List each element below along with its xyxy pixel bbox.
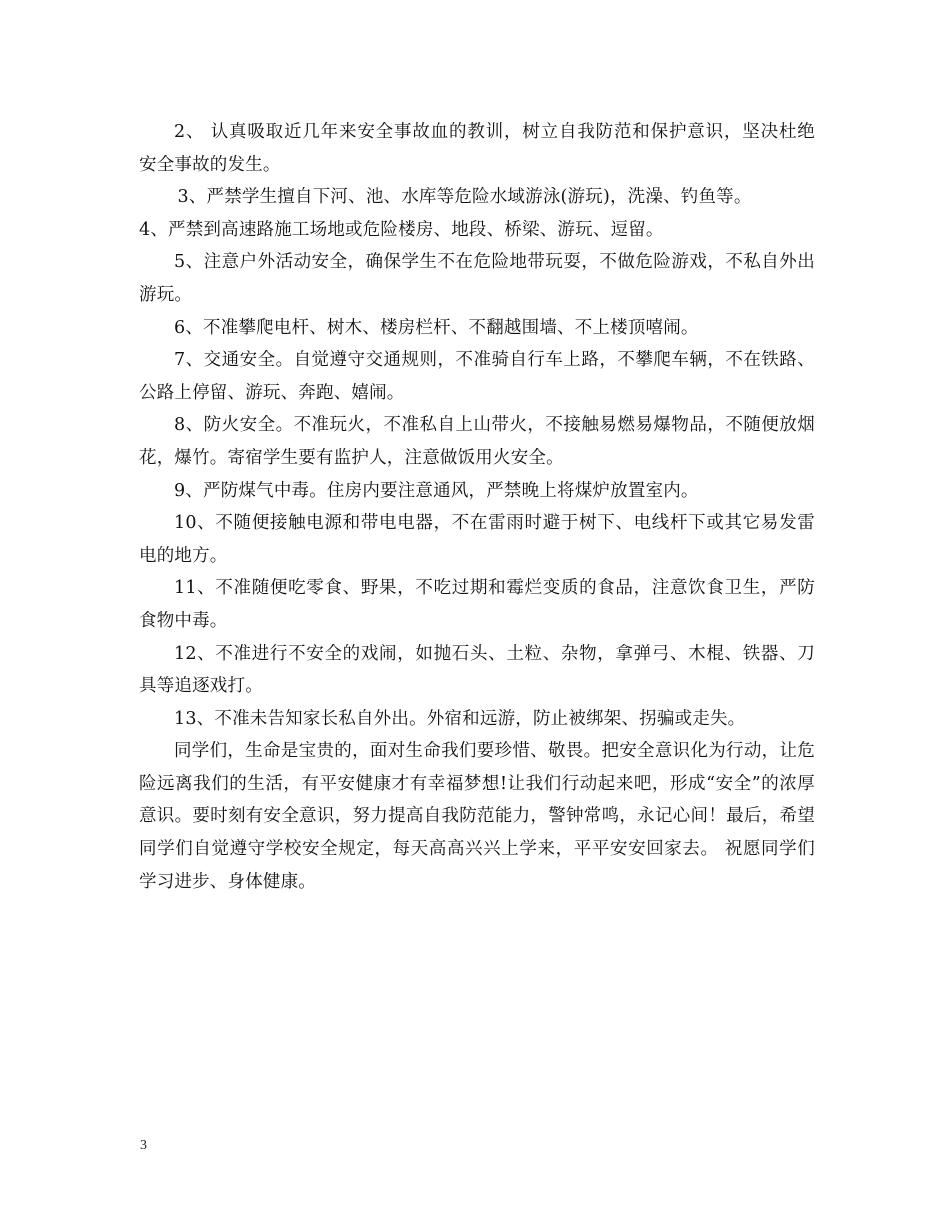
paragraph-4: 4、严禁到高速路施工场地或危险楼房、地段、桥梁、游玩、逗留。 — [139, 219, 664, 240]
paragraph-5: 5、注意户外活动安全，确保学生不在危险地带玩耍，不做危险游戏，不私自外出游玩。 — [139, 252, 815, 305]
paragraph-10: 10、不随便接触电源和带电电器，不在雷雨时避于树下、电线杆下或其它易发雷电的地方。 — [139, 513, 815, 566]
paragraph-7: 7、交通安全。自觉遵守交通规则，不准骑自行车上路，不攀爬车辆，不在铁路、公路上停留、游玩、奔跑、嬉闹。 — [139, 350, 815, 403]
paragraph-13: 13、不准未告知家长私自外出。外宿和远游，防止被绑架、拐骗或走失。 — [174, 708, 746, 729]
paragraph-6: 6、不准攀爬电杆、树木、楼房栏杆、不翻越围墙、不上楼顶嘻闹。 — [174, 317, 699, 338]
document-body — [139, 116, 815, 898]
paragraph-9: 9、严防煤气中毒。住房内要注意通风，严禁晚上将煤炉放置室内。 — [174, 480, 699, 501]
paragraph-3: 3、严禁学生擅自下河、池、水库等危险水域游泳(游玩)，洗澡、钓鱼等。 — [177, 187, 752, 208]
page-number: 3 — [140, 1138, 147, 1153]
paragraph-11: 11、不准随便吃零食、野果，不吃过期和霉烂变质的食品，注意饮食卫生，严防食物中毒。 — [139, 578, 815, 631]
paragraph-12: 12、不准进行不安全的戏闹，如抛石头、土粒、杂物，拿弹弓、木棍、铁器、刀具等追逐戏打。 — [139, 643, 815, 697]
closing-paragraph: 同学们，生命是宝贵的，面对生命我们要珍惜、敬畏。把安全意识化为行动，让危险远离我们的生活，有平安健康才有幸福梦想!让我们行动起来吧，形成“安全”的浓厚意识。要时刻有安全意识，努力提高自我防范能力，警钟常鸣，永记心间！最后，希望同学们自觉遵守学校安全规定，每天高高兴兴上学来，平平安安回家去。 祝愿同学们学习进步、身体健康。 — [139, 741, 815, 892]
paragraph-2: 2、 认真吸取近几年来安全事故血的教训，树立自我防范和保护意识，坚决杜绝 安全事故的发生。 — [139, 122, 815, 175]
paragraph-8: 8、防火安全。不准玩火，不准私自上山带火，不接触易燃易爆物品，不随便放烟花，爆竹。寄宿学生要有监护人，注意做饭用火安全。 — [139, 415, 815, 468]
